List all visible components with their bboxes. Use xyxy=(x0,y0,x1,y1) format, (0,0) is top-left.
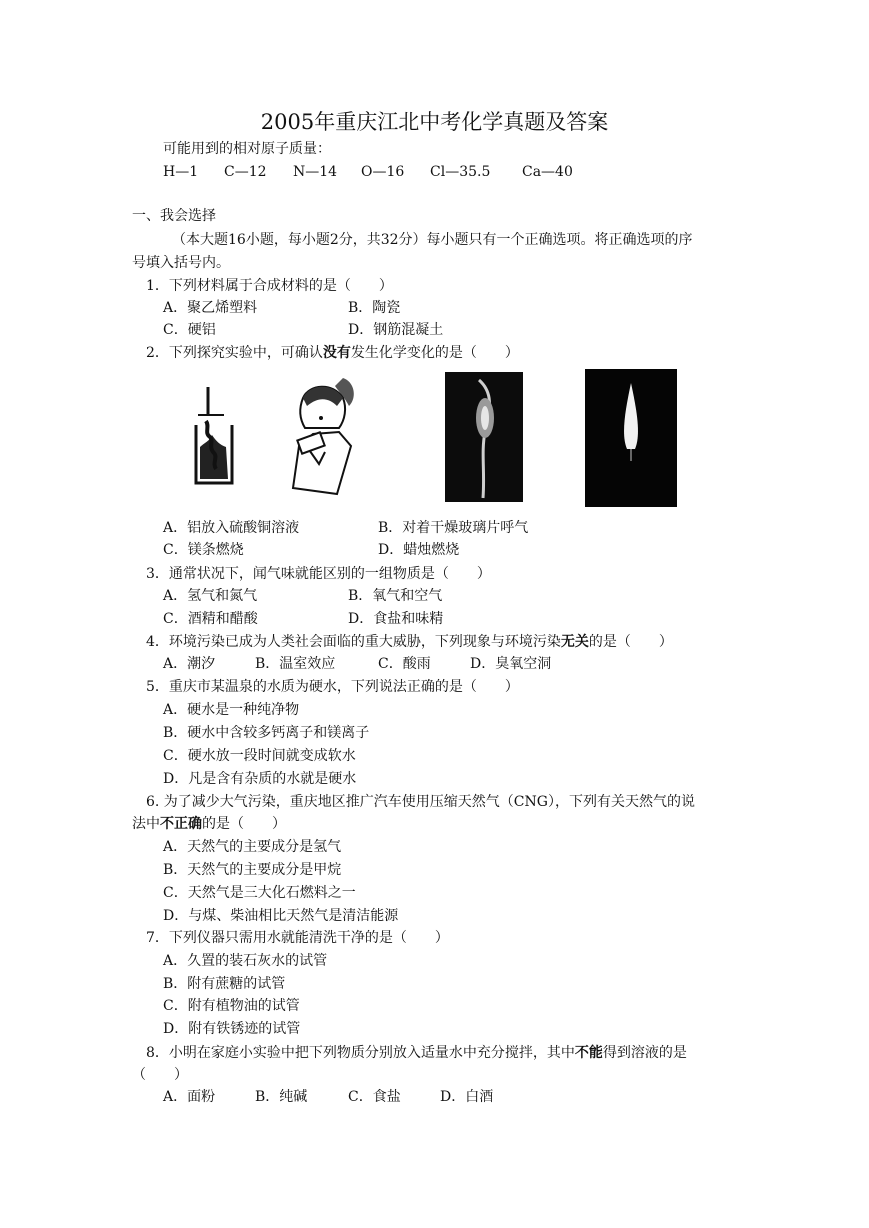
q8-option-a: A．面粉 xyxy=(163,1089,216,1105)
q7-option-b: B．附有蔗糖的试管 xyxy=(163,976,286,992)
atomic-mass-o: O—16 xyxy=(361,164,405,180)
q8-option-c: C．食盐 xyxy=(348,1089,401,1105)
q1-option-d: D．钢筋混凝土 xyxy=(348,322,444,338)
section-intro-line2: 号填入括号内。 xyxy=(132,255,230,271)
atomic-mass-c: C—12 xyxy=(224,164,267,180)
q2-option-b: B．对着干燥玻璃片呼气 xyxy=(378,520,529,536)
atomic-mass-n: N—14 xyxy=(293,164,338,180)
q8-option-b: B．纯碱 xyxy=(255,1089,308,1105)
girl-breathing-image xyxy=(285,376,357,504)
q5-option-a: A．硬水是一种纯净物 xyxy=(163,702,300,718)
q7-option-c: C．附有植物油的试管 xyxy=(163,998,300,1014)
q8-option-d: D．白酒 xyxy=(440,1089,494,1105)
q3-option-a: A．氢气和氮气 xyxy=(163,588,258,604)
q8-stem-line2: （ ） xyxy=(132,1067,188,1083)
q1-stem: 1．下列材料属于合成材料的是（ ） xyxy=(146,278,393,294)
atomic-mass-ca: Ca—40 xyxy=(522,164,573,180)
q3-stem: 3．通常状况下，闻气味就能区别的一组物质是（ ） xyxy=(146,566,491,582)
q2-option-d: D．蜡烛燃烧 xyxy=(378,542,460,558)
q5-option-b: B．硬水中含较多钙离子和镁离子 xyxy=(163,725,370,741)
q4-option-a: A．潮汐 xyxy=(163,656,216,672)
atomic-mass-cl: Cl—35.5 xyxy=(430,164,491,180)
q6-option-c: C．天然气是三大化石燃料之一 xyxy=(163,885,356,901)
magnesium-burning-photo xyxy=(445,372,523,502)
q6-option-b: B．天然气的主要成分是甲烷 xyxy=(163,862,342,878)
q3-option-d: D．食盐和味精 xyxy=(348,611,444,627)
q6-stem-line2: 法中不正确的是（ ） xyxy=(132,816,286,832)
q2-stem: 2．下列探究实验中，可确认没有发生化学变化的是（ ） xyxy=(146,345,519,361)
candle-burning-photo xyxy=(585,369,677,507)
q3-option-c: C．酒精和醋酸 xyxy=(163,611,258,627)
section-heading: 一、我会选择 xyxy=(132,208,216,224)
atomic-mass-heading: 可能用到的相对原子质量： xyxy=(163,141,331,157)
q8-stem: 8．小明在家庭小实验中把下列物质分别放入适量水中充分搅拌，其中不能得到溶液的是 xyxy=(146,1045,687,1061)
q6-option-d: D．与煤、柴油相比天然气是清洁能源 xyxy=(163,908,399,924)
q1-option-a: A．聚乙烯塑料 xyxy=(163,300,258,316)
q7-option-a: A．久置的装石灰水的试管 xyxy=(163,953,328,969)
q6-stem-line1: 6. 为了减少大气污染，重庆地区推广汽车使用压缩天然气（CNG），下列有关天然气的说 xyxy=(146,794,695,810)
page-title: 2005年重庆江北中考化学真题及答案 xyxy=(260,110,609,134)
q1-option-b: B．陶瓷 xyxy=(348,300,401,316)
q7-stem: 7．下列仪器只需用水就能清洗干净的是（ ） xyxy=(146,930,449,946)
q2-option-c: C．镁条燃烧 xyxy=(163,542,244,558)
q1-option-c: C．硬铝 xyxy=(163,322,216,338)
q5-stem: 5．重庆市某温泉的水质为硬水，下列说法正确的是（ ） xyxy=(146,679,519,695)
q3-option-b: B．氧气和空气 xyxy=(348,588,443,604)
q4-stem: 4．环境污染已成为人类社会面临的重大威胁，下列现象与环境污染无关的是（ ） xyxy=(146,634,673,650)
section-intro-line1: （本大题16小题，每小题2分，共32分）每小题只有一个正确选项。将正确选项的序 xyxy=(172,232,693,248)
q4-option-b: B．温室效应 xyxy=(255,656,336,672)
q4-option-c: C．酸雨 xyxy=(378,656,431,672)
beaker-experiment-image xyxy=(190,385,238,487)
q2-option-a: A．铝放入硫酸铜溶液 xyxy=(163,520,300,536)
atomic-mass-h: H—1 xyxy=(163,164,199,180)
q5-option-d: D．凡是含有杂质的水就是硬水 xyxy=(163,771,357,787)
q4-option-d: D．臭氧空洞 xyxy=(470,656,552,672)
q5-option-c: C．硬水放一段时间就变成软水 xyxy=(163,748,356,764)
q7-option-d: D．附有铁锈迹的试管 xyxy=(163,1021,301,1037)
q6-option-a: A．天然气的主要成分是氢气 xyxy=(163,839,342,855)
